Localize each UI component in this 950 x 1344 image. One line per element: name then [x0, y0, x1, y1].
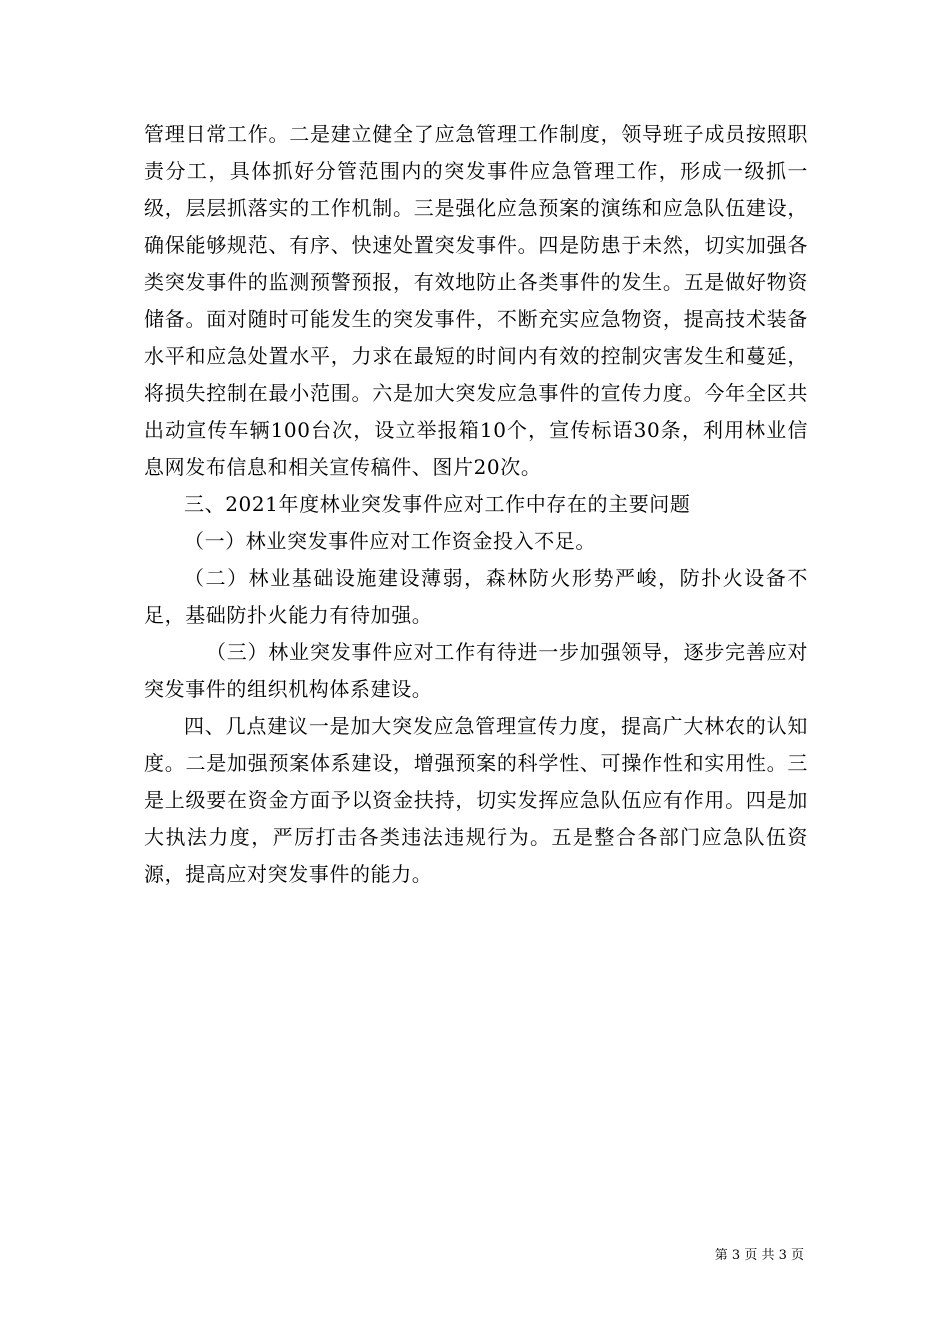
paragraph-suggestions: 四、几点建议一是加大突发应急管理宣传力度，提高广大林农的认知度。二是加强预案体系建设，增强预案的科学性、可操作性和实用性。三是上级要在资金方面予以资金扶持，切实发挥应急队伍应有作用。四是加大执法力度，严厉打击各类违法违规行为。五是整合各部门应急队伍资源，提高应对突发事件的能力。	[144, 714, 808, 886]
problem-item-1: （一）林业突发事件应对工作资金投入不足。	[184, 529, 596, 553]
paragraph-work-measures: 管理日常工作。二是建立健全了应急管理工作制度，领导班子成员按照职责分工，具体抓好分管范围内的突发事件应急管理工作，形成一级抓一级，层层抓落实的工作机制。三是强化应急预案的演练和应急队伍建设，确保能够规范、有序、快速处置突发事件。四是防患于未然，切实加强各类突发事件的监测预警预报，有效地防止各类事件的发生。五是做好物资储备。面对随时可能发生的突发事件，不断充实应急物资，提高技术装备水平和应急处置水平，力求在最短的时间内有效的控制灾害发生和蔓延，将损失控制在最小范围。六是加大突发应急事件的宣传力度。今年全区共出动宣传车辆100台次，设立举报箱10个，宣传标语30条，利用林业信息网发布信息和相关宣传稿件、图片20次。	[144, 122, 808, 479]
problem-item-3: （三）林业突发事件应对工作有待进一步加强领导，逐步完善应对突发事件的组织机构体系建设。	[144, 640, 808, 701]
document-body	[144, 116, 808, 893]
page-number: 第 3 页 共 3 页	[714, 1248, 804, 1263]
problem-item-2: （二）林业基础设施建设薄弱，森林防火形势严峻，防扑火设备不足，基础防扑火能力有待加强。	[144, 566, 808, 627]
heading-main-problems: 三、2021年度林业突发事件应对工作中存在的主要问题	[184, 492, 691, 516]
